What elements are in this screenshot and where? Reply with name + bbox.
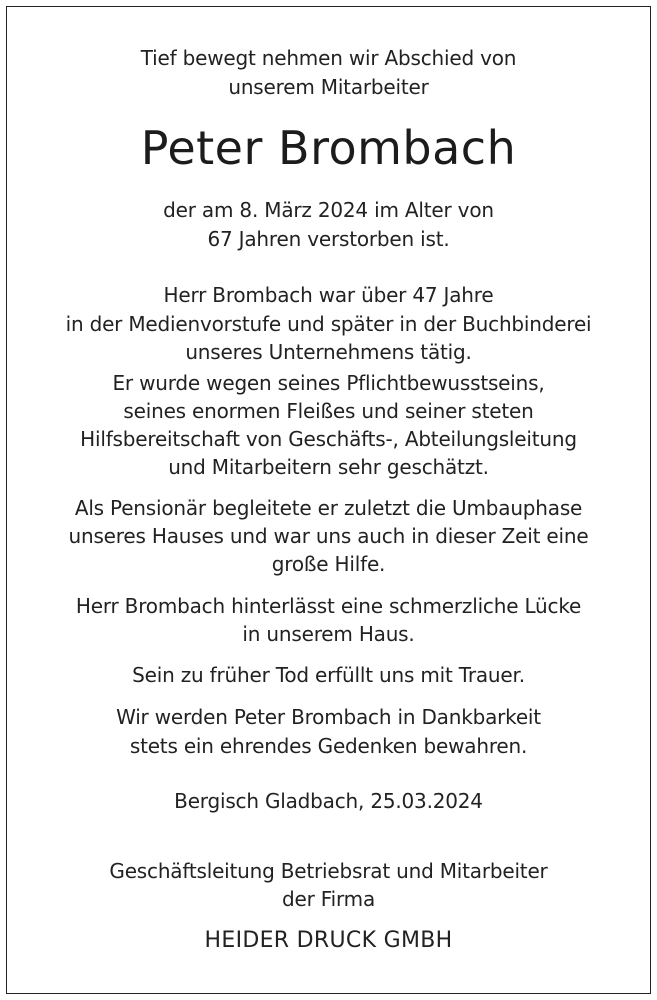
paragraph6-line-1: Wir werden Peter Brombach in Dankbarkeit [116,705,541,729]
paragraph1-line-3: unseres Unternehmens tätig. [185,340,472,364]
paragraph3-line-3: große Hilfe. [271,552,386,576]
paragraph1-line-1: Herr Brombach war über 47 Jahre [163,283,494,307]
place-date: Bergisch Gladbach, 25.03.2024 [174,789,483,813]
intro-line-1: Tief bewegt nehmen wir Abschied von [140,46,517,70]
paragraph2-line-4: und Mitarbeitern sehr geschätzt. [168,455,489,479]
paragraph2-line-2: seines enormen Fleißes und seiner steten [123,399,534,423]
paragraph1-line-2: in der Medienvorstufe und später in der Buchbinderei [65,312,592,336]
signature-line-2: der Firma [282,887,375,911]
paragraph2-line-3: Hilfsbereitschaft von Geschäfts-, Abteilungsleitung [80,427,577,451]
paragraph6-line-2: stets ein ehrendes Gedenken bewahren. [129,734,528,758]
signature-line-1: Geschäftsleitung Betriebsrat und Mitarbeiter [109,859,548,883]
paragraph4-line-1: Herr Brombach hinterlässt eine schmerzliche Lücke [75,594,582,618]
death-line-2: 67 Jahren verstorben ist. [207,227,450,251]
death-line-1: der am 8. März 2024 im Alter von [163,198,494,222]
company-name: HEIDER DRUCK GMBH [204,928,453,953]
paragraph5-line-1: Sein zu früher Tod erfüllt uns mit Trauer. [132,663,525,687]
deceased-name: Peter Brombach [140,121,517,175]
intro-line-2: unserem Mitarbeiter [228,75,429,99]
paragraph3-line-1: Als Pensionär begleitete er zuletzt die Umbauphase [74,496,583,520]
paragraph3-line-2: unseres Hauses und war uns auch in dieser Zeit eine [68,524,589,548]
paragraph4-line-2: in unserem Haus. [242,622,415,646]
paragraph2-line-1: Er wurde wegen seines Pflichtbewusstseins, [112,371,545,395]
